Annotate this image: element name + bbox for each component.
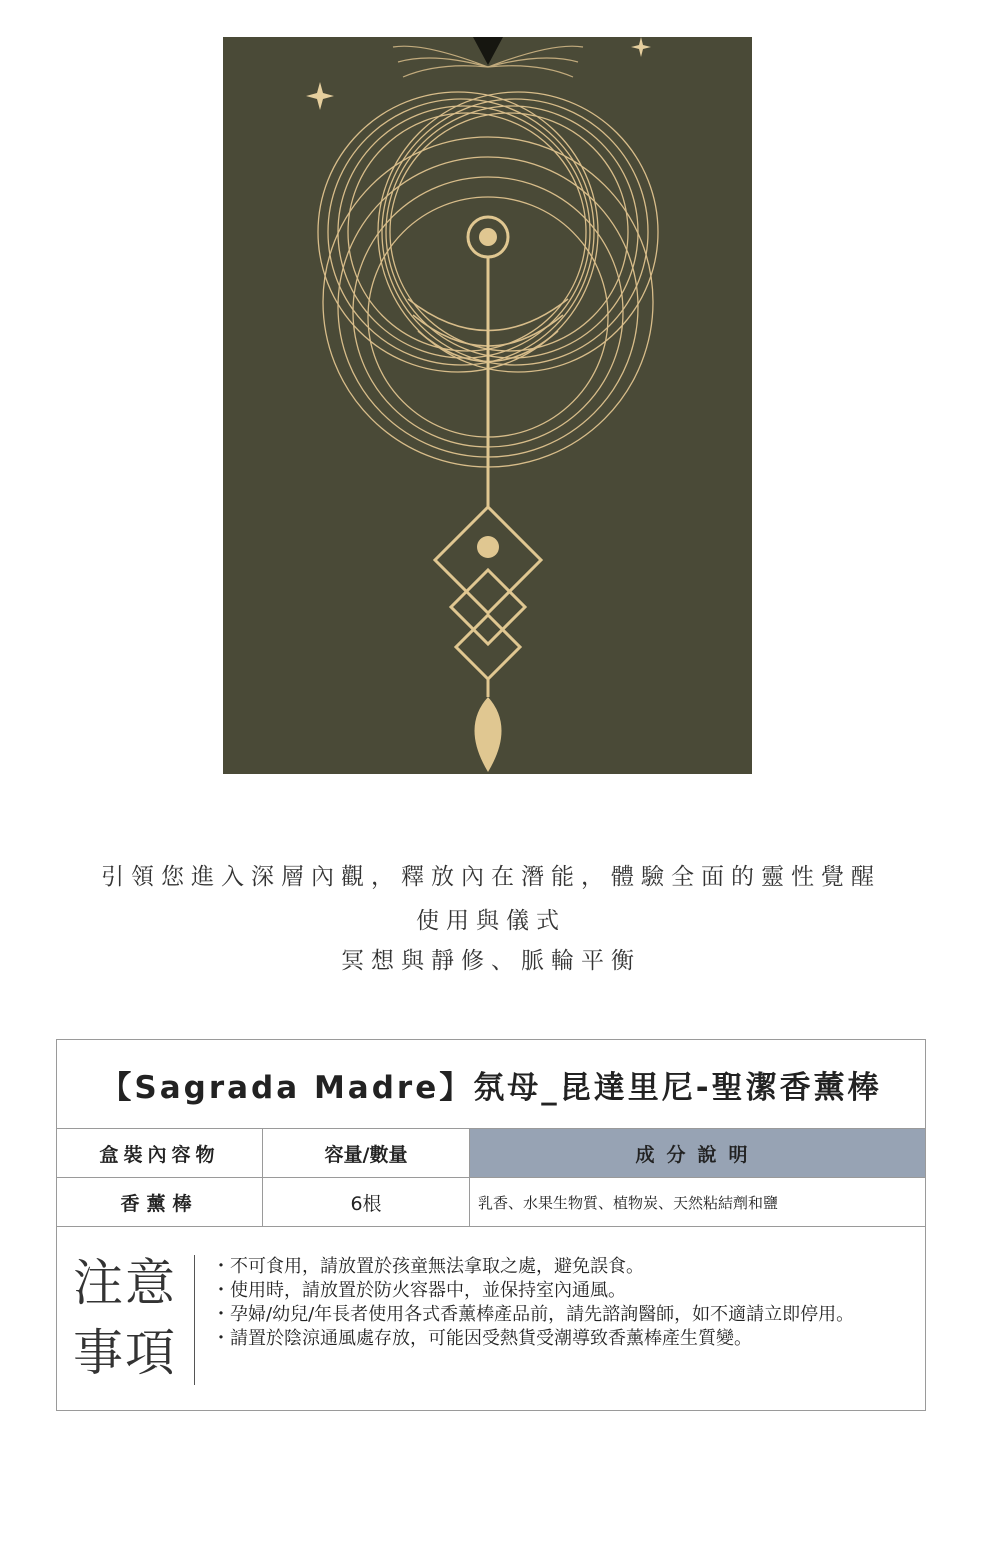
caution-note: ・請置於陰涼通風處存放，可能因受熱貨受潮導致香薰棒產生質變。 <box>212 1328 752 1349</box>
caution-note: ・使用時，請放置於防火容器中，並保持室內通風。 <box>212 1280 626 1301</box>
table-row <box>57 1177 925 1227</box>
table-header-row <box>57 1128 925 1177</box>
intro-line-3: 冥想與靜修、脈輪平衡 <box>341 948 641 974</box>
cell-item: 香薰棒 <box>57 1178 263 1226</box>
product-title: 【Sagrada Madre】氛母_昆達里尼-聖潔香薰棒 <box>100 1069 882 1106</box>
caution-note: ・孕婦/幼兒/年長者使用各式香薰棒產品前，請先諮詢醫師，如不適請立即停用。 <box>212 1304 855 1325</box>
header-quantity: 容量/數量 <box>263 1129 470 1177</box>
intro-line-2: 使用與儀式 <box>416 908 566 934</box>
product-info-card <box>56 1039 926 1411</box>
caution-title: 注意事項 <box>73 1254 177 1382</box>
caution-notes-list <box>212 1255 932 1351</box>
caution-divider <box>194 1255 195 1385</box>
header-ingredients: 成分說明 <box>470 1129 925 1177</box>
intro-line-1: 引領您進入深層內觀，釋放內在潛能，體驗全面的靈性覺醒 <box>101 864 881 890</box>
kundalini-artwork <box>223 37 752 774</box>
sacred-symbol-illustration <box>223 37 752 774</box>
header-box-contents: 盒裝內容物 <box>57 1129 263 1177</box>
cell-quantity: 6根 <box>263 1178 470 1226</box>
cell-ingredients: 乳香、水果生物質、植物炭、天然粘結劑和鹽 <box>478 1193 779 1212</box>
caution-note: ・不可食用，請放置於孩童無法拿取之處，避免誤食。 <box>212 1256 644 1277</box>
